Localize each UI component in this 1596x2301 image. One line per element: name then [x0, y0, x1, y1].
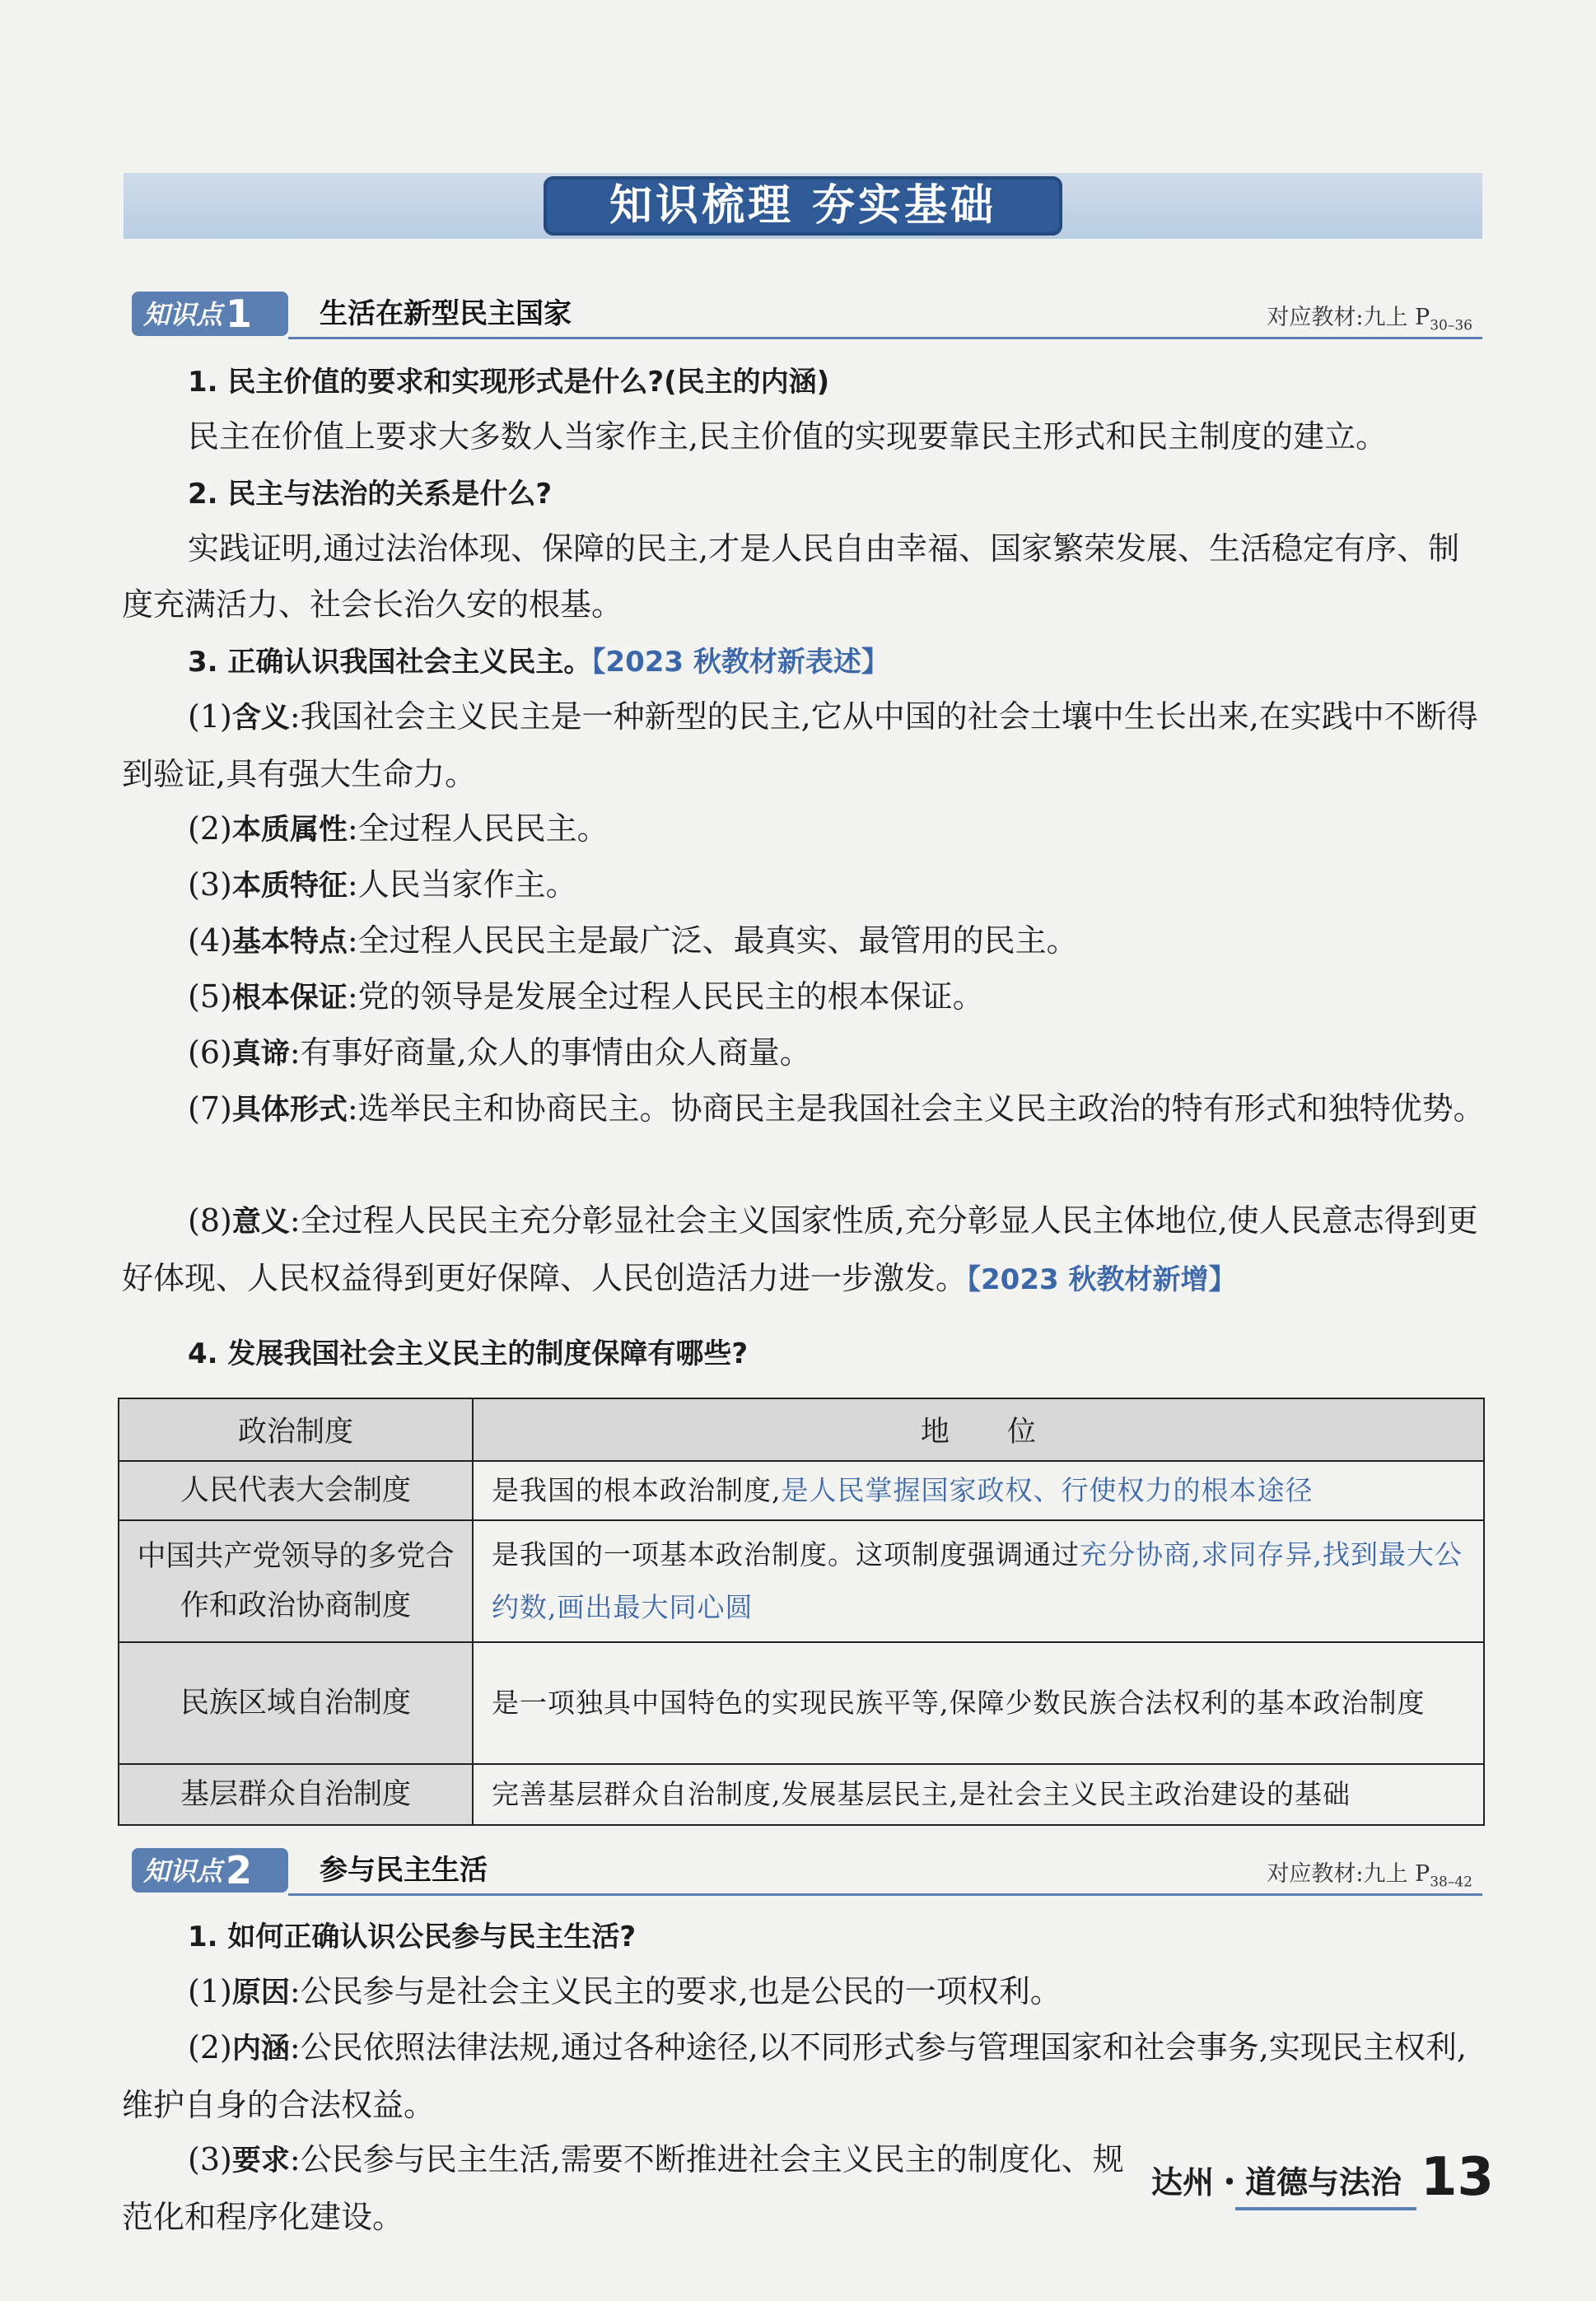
list-item: (7)具体形式:选举民主和协商民主。协商民主是我国社会主义民主政治的特有形式和独特优势。	[188, 1090, 1485, 1127]
knowledge-point-title: 参与民主生活	[320, 1854, 488, 1887]
textbook-reference: 对应教材:九上 $P_{38-42}$	[1267, 1861, 1472, 1891]
list-item: (1)含义:我国社会主义民主是一种新型的民主,它从中国的社会土壤中生长出来,在实践中不断得到验证,具有强大生命力。	[122, 698, 1478, 792]
new-addition-tag: 【2023 秋教材新增】	[967, 1263, 1237, 1296]
footer-title: 达州・道德与法治	[1151, 2164, 1402, 2201]
system-status: 完善基层群众自治制度,发展基层民主,是社会主义民主政治建设的基础	[473, 1764, 1484, 1825]
header-rule	[288, 337, 1482, 339]
political-system-table	[118, 1398, 1485, 1826]
footer-rule	[1235, 2207, 1416, 2210]
table-header-system: 政治制度	[119, 1398, 473, 1461]
question-4: 4. 发展我国社会主义民主的制度保障有哪些?	[188, 1337, 749, 1370]
question-1: 1. 民主价值的要求和实现形式是什么?(民主的内涵)	[188, 366, 830, 399]
question-3: 3. 正确认识我国社会主义民主。【2023 秋教材新表述】	[188, 646, 889, 679]
system-status: 是我国的一项基本政治制度。这项制度强调通过充分协商,求同存异,找到最大公约数,画出最大同心圆	[473, 1520, 1484, 1642]
table-row	[119, 1461, 1484, 1520]
list-item: (4)基本特点:全过程人民民主是最广泛、最真实、最管用的民主。	[188, 922, 1078, 959]
knowledge-point-badge: 知识点2	[132, 1848, 288, 1893]
list-item: (5)根本保证:党的领导是发展全过程人民民主的根本保证。	[188, 978, 984, 1015]
list-item: (6)真谛:有事好商量,众人的事情由众人商量。	[188, 1034, 811, 1071]
list-item: (1)原因:公民参与是社会主义民主的要求,也是公民的一项权利。	[188, 1973, 1062, 2009]
table-header-row	[119, 1398, 1484, 1461]
system-name: 人民代表大会制度	[119, 1461, 473, 1520]
list-item: (3)本质特征:人民当家作主。	[188, 866, 577, 903]
list-item: (2)本质属性:全过程人民民主。	[188, 810, 609, 847]
textbook-reference: 对应教材:九上 $P_{30-36}$	[1267, 305, 1472, 334]
system-status: 是一项独具中国特色的实现民族平等,保障少数民族合法权利的基本政治制度	[473, 1642, 1484, 1764]
table-row	[119, 1764, 1484, 1825]
knowledge-point-number: 2	[226, 1848, 253, 1893]
system-status: 是我国的根本政治制度,是人民掌握国家政权、行使权力的根本途径	[473, 1461, 1484, 1520]
list-item: (8)意义:全过程人民民主充分彰显社会主义国家性质,充分彰显人民主体地位,使人民意志得到更好体现、人民权益得到更好保障、人民创造活力进一步激发。【2023 秋教材新增】	[122, 1202, 1478, 1296]
knowledge-point-1-header	[124, 290, 1482, 339]
new-statement-tag: 【2023 秋教材新表述】	[591, 646, 889, 679]
knowledge-point-number: 1	[226, 292, 253, 336]
knowledge-point-2-header	[124, 1846, 1482, 1896]
table-row	[119, 1520, 1484, 1642]
knowledge-point-title: 生活在新型民主国家	[320, 297, 572, 330]
answer-2: 实践证明,通过法治体现、保障的民主,才是人民自由幸福、国家繁荣发展、生活稳定有序、制度充满活力、社会长治久安的根基。	[122, 530, 1460, 623]
system-name: 基层群众自治制度	[119, 1764, 473, 1825]
question-2: 2. 民主与法治的关系是什么?	[188, 478, 553, 511]
question-1: 1. 如何正确认识公民参与民主生活?	[188, 1921, 637, 1953]
list-item: (2)内涵:公民依照法律法规,通过各种途径,以不同形式参与管理国家和社会事务,实现民主权利,维护自身的合法权益。	[122, 2029, 1467, 2123]
answer-1: 民主在价值上要求大多数人当家作主,民主价值的实现要靠民主形式和民主制度的建立。	[188, 418, 1388, 455]
table-header-status: 地 位	[473, 1398, 1484, 1461]
banner-title: 知识梳理 夯实基础	[544, 176, 1062, 236]
page-number: 13	[1421, 2147, 1495, 2208]
header-rule	[288, 1893, 1482, 1896]
system-name: 民族区域自治制度	[119, 1642, 473, 1764]
system-name: 中国共产党领导的多党合作和政治协商制度	[119, 1520, 473, 1642]
table-row	[119, 1642, 1484, 1764]
list-item: (3)要求:公民参与民主生活,需要不断推进社会主义民主的制度化、规范化和程序化建设。	[122, 2141, 1124, 2235]
knowledge-point-badge: 知识点1	[132, 292, 288, 336]
